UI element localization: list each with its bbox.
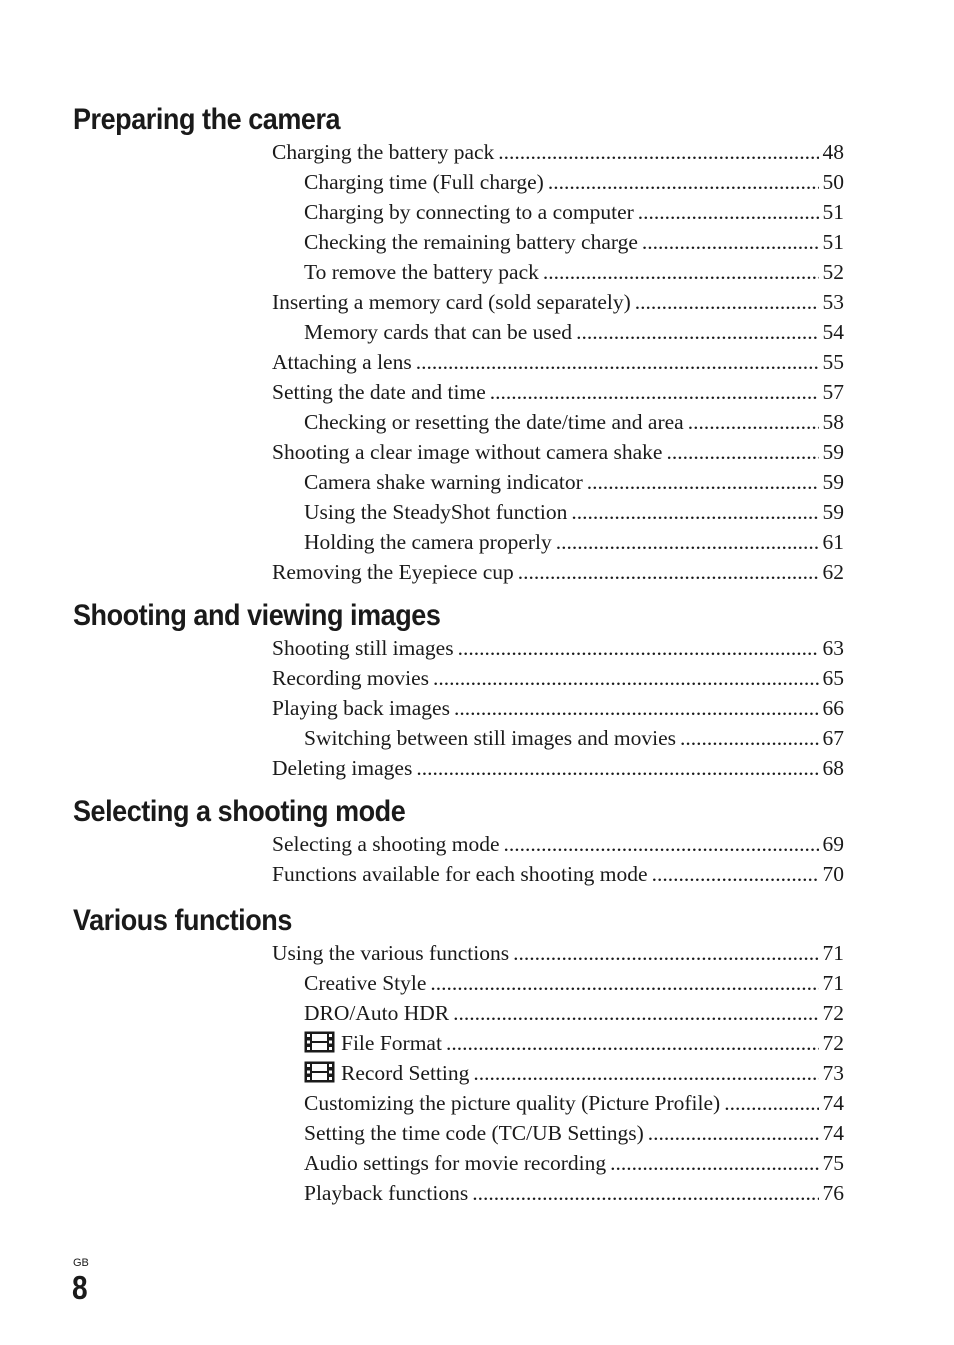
toc-entry[interactable] <box>304 407 844 437</box>
movie-film-icon <box>304 1061 335 1083</box>
toc-page-number: 57 <box>822 380 844 404</box>
dot-leader <box>576 317 818 347</box>
dot-leader <box>433 663 818 693</box>
dot-leader <box>610 1148 818 1178</box>
toc-entry-label: To remove the battery pack <box>304 260 539 284</box>
section-title: Shooting and viewing images <box>73 599 441 632</box>
toc-entry-label: Customizing the picture quality (Picture Profile) <box>304 1091 721 1115</box>
toc-entry-text <box>304 1028 446 1058</box>
toc-entry[interactable] <box>304 197 844 227</box>
toc-page-number: 63 <box>822 636 844 660</box>
toc-entry-text <box>304 317 576 347</box>
toc-page-number: 71 <box>822 971 844 995</box>
dot-leader <box>543 257 819 287</box>
toc-page-number: 59 <box>822 500 844 524</box>
toc-entry-text <box>272 377 490 407</box>
toc-entry-label: Shooting still images <box>272 636 454 660</box>
toc-entry-text <box>272 437 666 467</box>
toc-page-number: 76 <box>822 1181 844 1205</box>
toc-entry[interactable] <box>304 167 844 197</box>
dot-leader <box>587 467 819 497</box>
toc-entry[interactable] <box>304 1178 844 1208</box>
dot-leader <box>556 527 819 557</box>
toc-entry[interactable] <box>272 377 844 407</box>
toc-entry-label: Charging time (Full charge) <box>304 170 544 194</box>
toc-entry-label: Recording movies <box>272 666 430 690</box>
toc-page-number: 51 <box>822 200 844 224</box>
toc-list <box>73 938 844 1208</box>
dot-leader <box>430 968 818 998</box>
toc-entry-label: Charging by connecting to a computer <box>304 200 634 224</box>
toc-page-number: 50 <box>822 170 844 194</box>
toc-entry-text <box>304 227 642 257</box>
toc-entry-text <box>272 663 433 693</box>
toc-entry-label: Attaching a lens <box>272 350 412 374</box>
toc-entry-text <box>272 859 652 889</box>
toc-entry-label: Selecting a shooting mode <box>272 832 500 856</box>
toc-entry[interactable] <box>272 753 844 783</box>
toc-page-number: 62 <box>822 560 844 584</box>
toc-page-number: 68 <box>822 756 844 780</box>
toc-list <box>73 633 844 783</box>
toc-entry-text <box>304 1088 724 1118</box>
page-footer <box>72 1257 90 1306</box>
toc-entry-text <box>304 1148 610 1178</box>
toc-entry-text <box>304 1118 648 1148</box>
toc-entry-text <box>272 347 416 377</box>
toc-page-number: 65 <box>822 666 844 690</box>
toc-entry-text <box>304 467 587 497</box>
toc-entry-text <box>304 968 430 998</box>
dot-leader <box>416 347 819 377</box>
toc-entry[interactable] <box>304 467 844 497</box>
toc-entry-text <box>272 753 416 783</box>
dot-leader <box>680 723 818 753</box>
region-code: GB <box>73 1257 89 1269</box>
toc-entry-label: Using the various functions <box>272 941 510 965</box>
toc-entry-label: Creative Style <box>304 971 427 995</box>
dot-leader <box>454 693 819 723</box>
toc-entry[interactable] <box>272 437 844 467</box>
section-title: Various functions <box>73 904 292 937</box>
toc-page-number: 67 <box>822 726 844 750</box>
section-title: Selecting a shooting mode <box>73 795 406 828</box>
toc-section-various-functions <box>73 904 844 1208</box>
toc-list <box>73 829 844 889</box>
toc-entry-text <box>304 723 680 753</box>
toc-entry[interactable] <box>272 829 844 859</box>
toc-page-number: 66 <box>822 696 844 720</box>
dot-leader <box>490 377 819 407</box>
toc-entry-text <box>272 137 498 167</box>
dot-leader <box>642 227 819 257</box>
toc-entry-label: File Format <box>341 1031 442 1055</box>
toc-entry-label: Setting the time code (TC/UB Settings) <box>304 1121 644 1145</box>
dot-leader <box>446 1028 819 1058</box>
toc-entry[interactable] <box>272 633 844 663</box>
toc-page-number: 72 <box>822 1001 844 1025</box>
toc-page-number: 72 <box>822 1031 844 1055</box>
toc-page-number: 59 <box>822 440 844 464</box>
toc-entry-label: Checking the remaining battery charge <box>304 230 638 254</box>
toc-entry[interactable] <box>272 938 844 968</box>
dot-leader <box>548 167 819 197</box>
toc-entry-text <box>304 197 638 227</box>
toc-entry[interactable] <box>272 347 844 377</box>
toc-entry-text <box>304 998 453 1028</box>
toc-entry-label: Memory cards that can be used <box>304 320 573 344</box>
toc-page-number: 71 <box>822 941 844 965</box>
toc-page-number: 75 <box>822 1151 844 1175</box>
dot-leader <box>473 1058 818 1088</box>
toc-page-number: 73 <box>822 1061 844 1085</box>
toc-entry-label: DRO/Auto HDR <box>304 1001 450 1025</box>
toc-entry-label: Inserting a memory card (sold separately) <box>272 290 631 314</box>
toc-entry-text <box>304 1178 472 1208</box>
dot-leader <box>652 859 819 889</box>
toc-page-number: 54 <box>822 320 844 344</box>
toc-page-number: 58 <box>822 410 844 434</box>
toc-entry-text <box>272 938 513 968</box>
toc-entry[interactable] <box>272 557 844 587</box>
dot-leader <box>498 137 818 167</box>
toc-entry[interactable] <box>272 137 844 167</box>
toc-entry-label: Playback functions <box>304 1181 469 1205</box>
dot-leader <box>416 753 818 783</box>
toc-entry-label: Playing back images <box>272 696 450 720</box>
toc-entry[interactable] <box>272 287 844 317</box>
toc-entry[interactable] <box>272 663 844 693</box>
toc-entry[interactable] <box>304 497 844 527</box>
section-title: Preparing the camera <box>73 103 341 136</box>
toc-entry[interactable] <box>304 1148 844 1178</box>
toc-entry-text <box>272 633 458 663</box>
dot-leader <box>688 407 819 437</box>
toc-section-shooting-and-viewing-images <box>73 599 844 783</box>
toc-entry-text <box>304 497 571 527</box>
toc-entry-label: Shooting a clear image without camera shake <box>272 440 663 464</box>
toc-page-number: 51 <box>822 230 844 254</box>
toc-entry[interactable] <box>272 859 844 889</box>
dot-leader <box>458 633 819 663</box>
dot-leader <box>453 998 818 1028</box>
toc-entry-label: Using the SteadyShot function <box>304 500 568 524</box>
toc-entry[interactable] <box>304 227 844 257</box>
toc-page-number: 74 <box>822 1091 844 1115</box>
toc-entry-text <box>304 167 548 197</box>
toc-page-number: 59 <box>822 470 844 494</box>
dot-leader <box>504 829 819 859</box>
toc-entry-label: Deleting images <box>272 756 413 780</box>
toc-entry[interactable] <box>304 317 844 347</box>
toc-entry-label: Holding the camera properly <box>304 530 552 554</box>
toc-list <box>73 137 844 587</box>
toc-section-preparing-the-camera <box>73 103 844 587</box>
dot-leader <box>638 197 819 227</box>
toc-page-number: 61 <box>822 530 844 554</box>
toc-page-number: 74 <box>822 1121 844 1145</box>
toc-entry[interactable] <box>304 1088 844 1118</box>
toc-entry[interactable] <box>304 257 844 287</box>
dot-leader <box>518 557 819 587</box>
toc-page-number: 53 <box>822 290 844 314</box>
toc-page-number: 48 <box>822 140 844 164</box>
toc-entry-text <box>272 693 454 723</box>
dot-leader <box>513 938 818 968</box>
toc-entry-label: Audio settings for movie recording <box>304 1151 607 1175</box>
toc-entry[interactable] <box>304 998 844 1028</box>
toc-entry[interactable] <box>304 723 844 753</box>
page-number: 8 <box>72 1269 88 1306</box>
toc-entry-label: Functions available for each shooting mode <box>272 862 648 886</box>
toc-entry-text <box>272 557 518 587</box>
toc-entry[interactable] <box>304 527 844 557</box>
toc-entry-label: Removing the Eyepiece cup <box>272 560 514 584</box>
toc-entry-text <box>304 527 556 557</box>
toc-entry-text <box>304 407 688 437</box>
toc-entry-text <box>304 257 543 287</box>
toc-page-number: 55 <box>822 350 844 374</box>
dot-leader <box>571 497 818 527</box>
toc-entry[interactable] <box>304 1118 844 1148</box>
toc-section-selecting-a-shooting-mode <box>73 795 844 889</box>
movie-film-icon <box>304 1031 335 1053</box>
toc-entry-label: Checking or resetting the date/time and area <box>304 410 684 434</box>
dot-leader <box>724 1088 818 1118</box>
dot-leader <box>472 1178 818 1208</box>
toc-page-number: 70 <box>822 862 844 886</box>
toc-entry-label: Charging the battery pack <box>272 140 495 164</box>
toc-entry-label: Switching between still images and movies <box>304 726 677 750</box>
toc-entry-text <box>304 1058 473 1088</box>
toc-entry-text <box>272 287 635 317</box>
toc-entry-label: Setting the date and time <box>272 380 486 404</box>
toc-entry[interactable] <box>272 693 844 723</box>
toc-page-number: 69 <box>822 832 844 856</box>
toc-entry[interactable] <box>304 1028 844 1058</box>
dot-leader <box>666 437 818 467</box>
dot-leader <box>635 287 819 317</box>
toc-entry[interactable] <box>304 968 844 998</box>
toc-entry[interactable] <box>304 1058 844 1088</box>
toc-entry-label: Camera shake warning indicator <box>304 470 583 494</box>
toc-page-number: 52 <box>822 260 844 284</box>
toc-entry-text <box>272 829 504 859</box>
dot-leader <box>648 1118 819 1148</box>
toc-entry-label: Record Setting <box>341 1061 470 1085</box>
